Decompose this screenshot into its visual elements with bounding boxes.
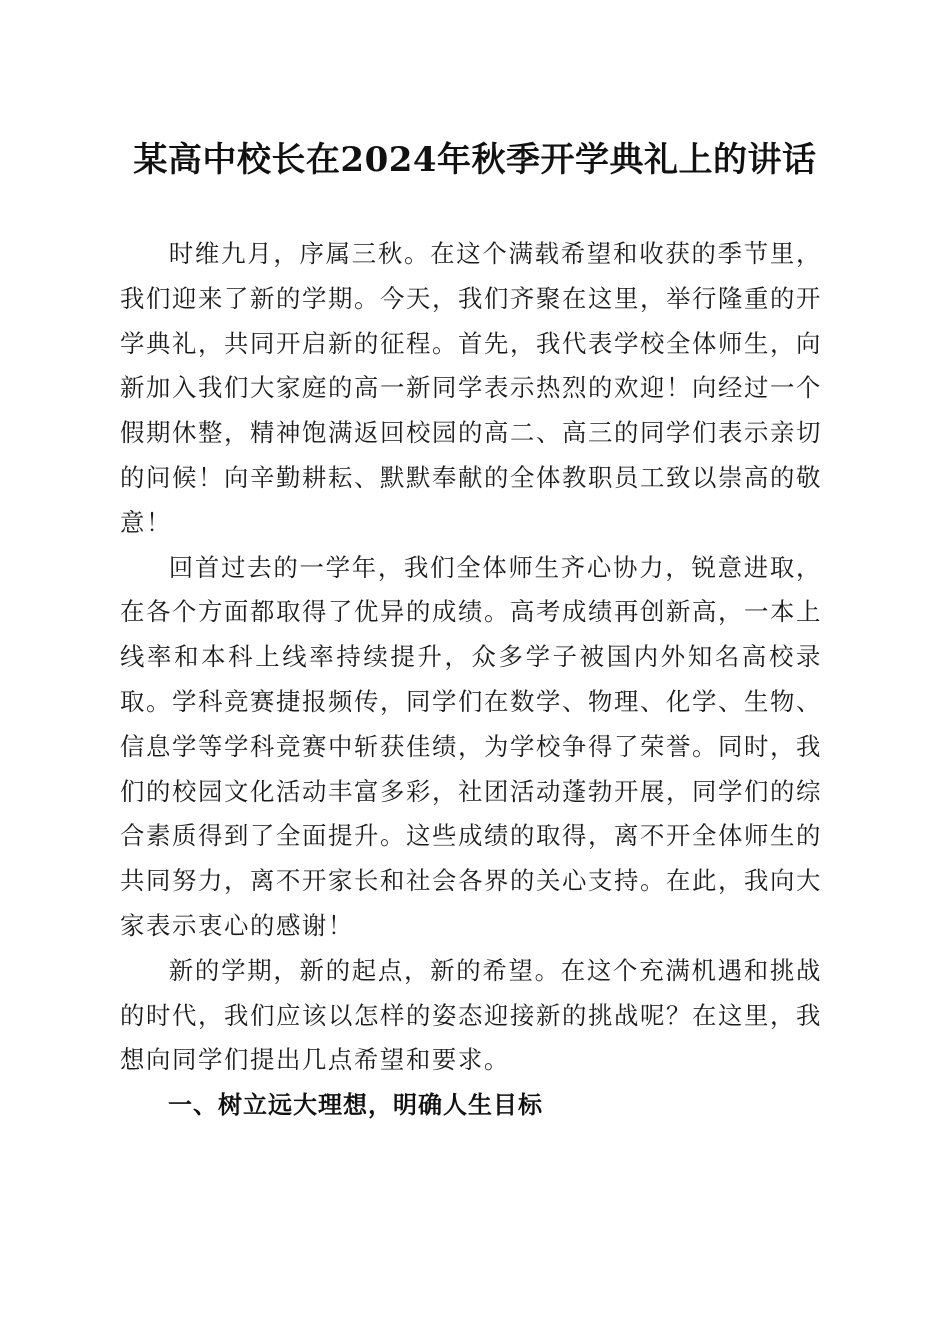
section-heading: 一、树立远大理想，明确人生目标	[168, 1091, 543, 1120]
paragraph-new-semester: 新的学期，新的起点，新的希望。在这个充满机遇和挑战的时代，我们应该以怎样的姿态迎接新的挑战呢？在这里，我想向同学们提出几点希望和要求。	[120, 955, 822, 1075]
paragraph-opening: 时维九月，序属三秋。在这个满载希望和收获的季节里，我们迎来了新的学期。今天，我们齐聚在这里，举行隆重的开学典礼，共同开启新的征程。首先，我代表学校全体师生，向新加入我们大家庭的高一新同学表示热烈的欢迎！向经过一个假期休整，精神饱满返回校园的高二、高三的同学们表示亲切的问候！向辛勤耕耘、默默奉献的全体教职员工致以崇高的敬意！	[120, 239, 822, 537]
paragraph-review: 回首过去的一学年，我们全体师生齐心协力，锐意进取，在各个方面都取得了优异的成绩。高考成绩再创新高，一本上线率和本科上线率持续提升，众多学子被国内外知名高校录取。学科竞赛捷报频传，同学们在数学、物理、化学、生物、信息学等学科竞赛中斩获佳绩，为学校争得了荣誉。同时，我们的校园文化活动丰富多彩，社团活动蓬勃开展，同学们的综合素质得到了全面提升。这些成绩的取得，离不开全体师生的共同努力，离不开家长和社会各界的关心支持。在此，我向大家表示衷心的感谢！	[120, 552, 822, 940]
document-body	[120, 232, 822, 1128]
document-title: 某高中校长在2024年秋季开学典礼上的讲话	[133, 140, 817, 180]
